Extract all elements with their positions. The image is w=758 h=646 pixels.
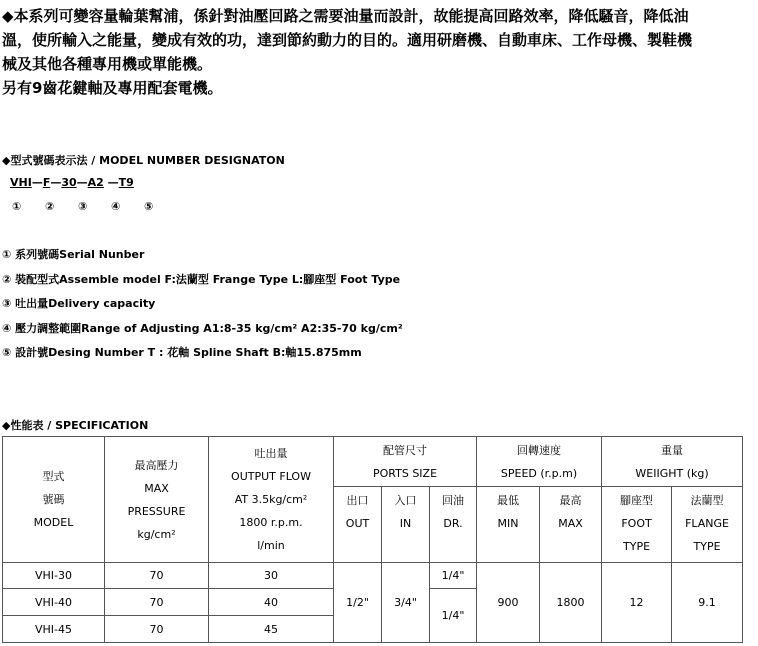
intro-line: 械及其他各種專用機或單能機。	[2, 55, 213, 73]
header-output-flow: 吐出量 OUTPUT FLOW AT 3.5kg/cm² 1800 r.p.m. l/min	[209, 437, 334, 563]
model-designation	[10, 176, 134, 189]
designation-series: VHI	[10, 176, 32, 189]
dash-separator: —	[50, 176, 62, 189]
header-speed: 回轉速度 SPEED (r.p.m)	[477, 437, 602, 487]
model-number-heading: ◆型式號碼表示法 / MODEL NUMBER DESIGNATON	[2, 154, 285, 167]
header-drain: 回油 DR.	[430, 487, 477, 563]
table-row	[3, 563, 743, 589]
drain-port-cell: 1/4"	[430, 563, 477, 589]
header-pressure: 最高壓力 MAX PRESSURE kg/cm²	[105, 437, 209, 563]
designation-legend	[2, 246, 403, 369]
flange-weight-cell: 9.1	[672, 563, 743, 643]
index-marker: ⑤	[144, 200, 154, 213]
flow-cell: 45	[209, 616, 334, 643]
model-cell: VHI-45	[3, 616, 105, 643]
specification-heading: ◆性能表 / SPECIFICATION	[2, 419, 149, 432]
header-out: 出口 OUT	[334, 487, 382, 563]
header-in: 入口 IN	[382, 487, 430, 563]
pressure-cell: 70	[105, 616, 209, 643]
drain-port-cell: 1/4"	[430, 589, 477, 643]
designation-capacity: 30	[61, 176, 77, 189]
header-max: 最高 MAX	[540, 487, 602, 563]
header-flange-type: 法蘭型 FLANGE TYPE	[672, 487, 743, 563]
legend-item: ⑤ 設計號Desing Number T : 花軸 Spline Shaft B:軸15.875mm	[2, 346, 362, 359]
model-cell: VHI-40	[3, 589, 105, 616]
dash-separator: —	[76, 176, 88, 189]
legend-item: ④ 壓力調整範圍Range of Adjusting A1:8-35 kg/cm² A2:35-70 kg/cm²	[2, 321, 403, 335]
designation-assembly: F	[42, 176, 51, 189]
legend-item: ③ 吐出量Delivery capacity	[2, 297, 156, 310]
out-port-cell: 1/2"	[334, 563, 382, 643]
flow-cell: 40	[209, 589, 334, 616]
min-speed-cell: 900	[477, 563, 540, 643]
designation-index-row	[12, 200, 177, 213]
foot-weight-cell: 12	[602, 563, 672, 643]
header-min: 最低 MIN	[477, 487, 540, 563]
flow-cell: 30	[209, 563, 334, 589]
intro-line: 另有9齒花鍵軸及專用配套電機。	[2, 79, 223, 97]
designation-pressure: A2	[87, 176, 104, 189]
dash-separator: —	[31, 176, 43, 189]
intro-paragraph	[2, 4, 756, 100]
index-marker: ③	[78, 200, 88, 213]
intro-line: 溫，使所輸入之能量，變成有效的功，達到節約動力的目的。適用研磨機、自動車床、工作母機、製鞋機	[2, 31, 693, 49]
header-weight: 重量 WEIIGHT (kg)	[602, 437, 743, 487]
specification-table	[2, 436, 743, 643]
legend-item: ① 系列號碼Serial Nunber	[2, 248, 145, 261]
index-marker: ①	[12, 200, 22, 213]
header-model: 型式 號碼 MODEL	[3, 437, 105, 563]
pressure-cell: 70	[105, 589, 209, 616]
index-marker: ④	[111, 200, 121, 213]
model-cell: VHI-30	[3, 563, 105, 589]
legend-item: ② 裝配型式Assemble model F:法蘭型 Frange Type L:腳座型 Foot Type	[2, 272, 401, 286]
designation-design: T9	[118, 176, 134, 189]
header-ports-size: 配管尺寸 PORTS SIZE	[334, 437, 477, 487]
intro-line: ◆本系列可變容量輪葉幫浦，係針對油壓回路之需要油量而設計，故能提高回路效率，降低騷音，降低油	[2, 7, 689, 25]
in-port-cell: 3/4"	[382, 563, 430, 643]
max-speed-cell: 1800	[540, 563, 602, 643]
dash-separator: —	[103, 176, 119, 189]
pressure-cell: 70	[105, 563, 209, 589]
header-foot-type: 腳座型 FOOT TYPE	[602, 487, 672, 563]
index-marker: ②	[45, 200, 55, 213]
